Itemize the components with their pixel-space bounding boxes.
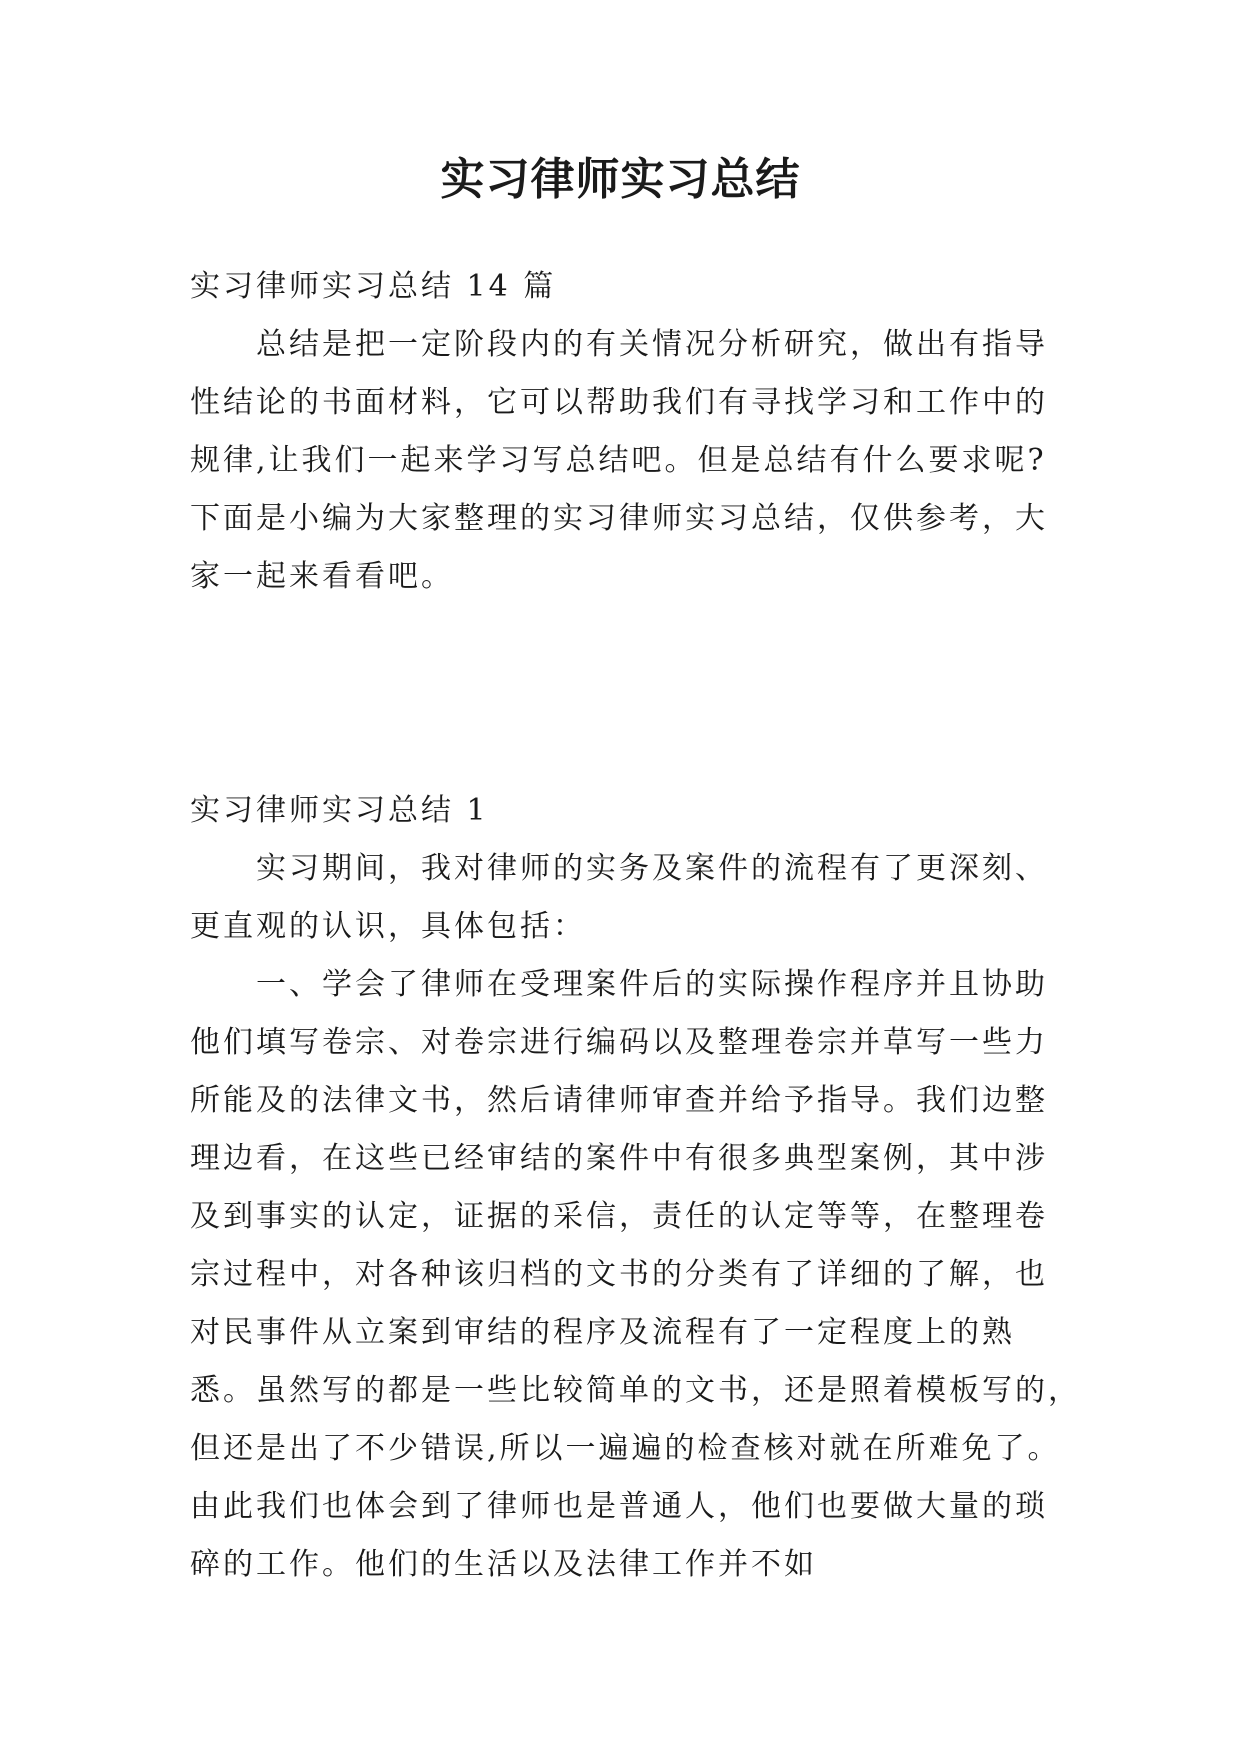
- paragraph-line: 理边看，在这些已经审结的案件中有很多典型案例，其中涉: [190, 1141, 1048, 1176]
- paragraph-line: 悉。虽然写的都是一些比较简单的文书，还是照着模板写的，: [190, 1373, 1081, 1408]
- paragraph-line: 宗过程中，对各种该归档的文书的分类有了详细的了解，也: [190, 1257, 1048, 1292]
- section-spacer: [190, 606, 1050, 782]
- paragraph-line: 规律,让我们一起来学习写总结吧。但是总结有什么要求呢?: [190, 443, 1047, 478]
- intro-paragraph: [190, 316, 1050, 606]
- section1-paragraph-2: [190, 956, 1081, 1594]
- intro-heading: 实习律师实习总结 14 篇: [190, 269, 557, 304]
- paragraph-line: 实习期间，我对律师的实务及案件的流程有了更深刻、: [256, 851, 1048, 886]
- paragraph-line: 一、学会了律师在受理案件后的实际操作程序并且协助: [256, 967, 1048, 1002]
- paragraph-line: 性结论的书面材料，它可以帮助我们有寻找学习和工作中的: [190, 385, 1048, 420]
- paragraph-line: 对民事件从立案到审结的程序及流程有了一定程度上的熟: [190, 1315, 1015, 1350]
- paragraph-line: 更直观的认识，具体包括：: [190, 909, 586, 944]
- paragraph-line: 碎的工作。他们的生活以及法律工作并不如: [190, 1547, 817, 1582]
- paragraph-line: 由此我们也体会到了律师也是普通人，他们也要做大量的琐: [190, 1489, 1048, 1524]
- paragraph-line: 所能及的法律文书，然后请律师审查并给予指导。我们边整: [190, 1083, 1048, 1118]
- paragraph-line: 下面是小编为大家整理的实习律师实习总结，仅供参考，大: [190, 501, 1048, 536]
- paragraph-line: 及到事实的认定，证据的采信，责任的认定等等，在整理卷: [190, 1199, 1048, 1234]
- document-body: [190, 258, 1081, 1594]
- section1-paragraph-1: [190, 840, 1050, 956]
- paragraph-line: 家一起来看看吧。: [190, 559, 454, 594]
- paragraph-line: 他们填写卷宗、对卷宗进行编码以及整理卷宗并草写一些力: [190, 1025, 1048, 1060]
- section1-heading: 实习律师实习总结 1: [190, 793, 489, 828]
- paragraph-line: 但还是出了不少错误,所以一遍遍的检查核对就在所难免了。: [190, 1431, 1061, 1466]
- document-title: 实习律师实习总结: [440, 154, 801, 205]
- paragraph-line: 总结是把一定阶段内的有关情况分析研究，做出有指导: [256, 327, 1048, 362]
